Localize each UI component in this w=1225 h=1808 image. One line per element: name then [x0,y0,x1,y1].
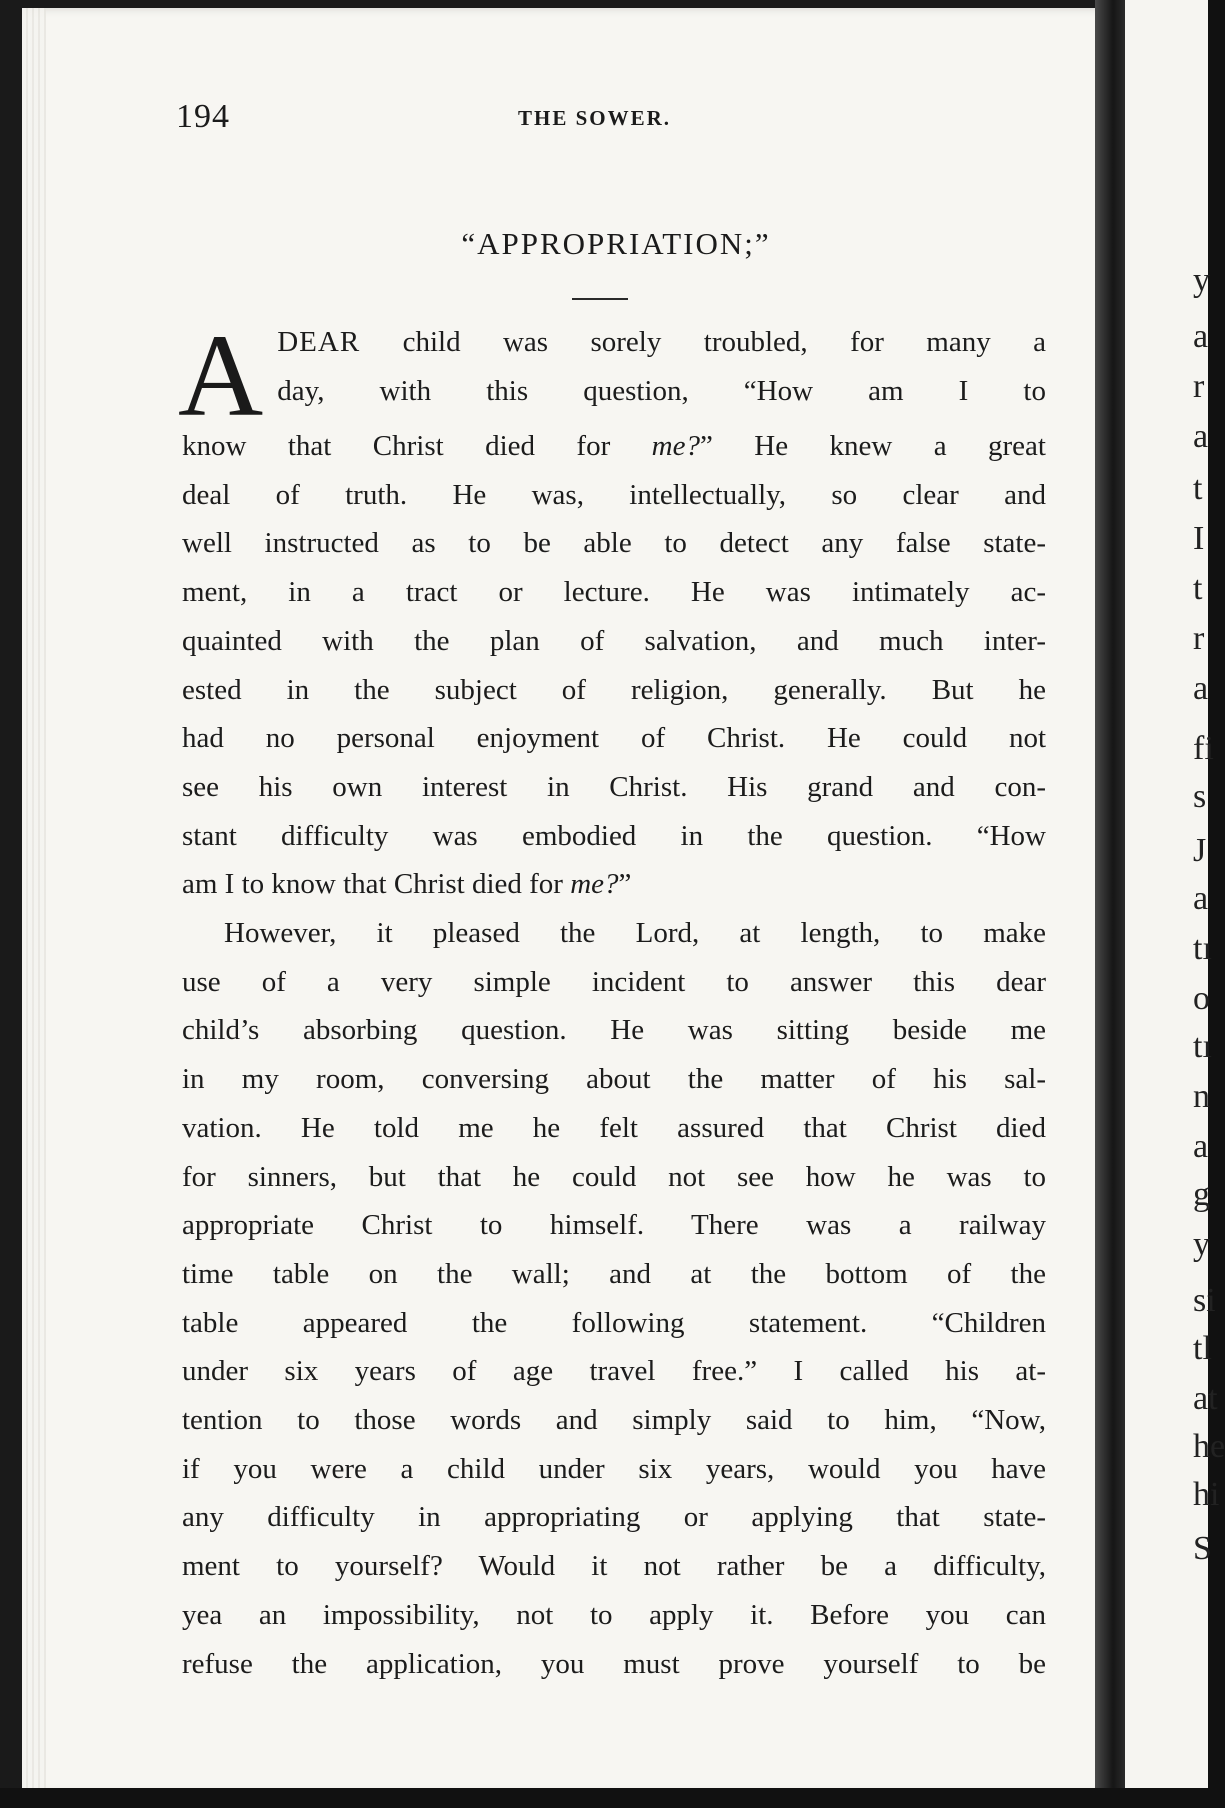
text-line: for sinners, but that he could not see how he was to [182,1160,1046,1193]
facing-page-fragment: a [1193,318,1209,355]
paragraph-2 [182,909,1046,1688]
text-line: if you were a child under six years, would you have [182,1452,1046,1485]
facing-page-fragment: tı [1193,930,1212,967]
text-line: yea an impossibility, not to apply it. Before you can [182,1598,1046,1631]
facing-page-fragment: y [1193,1226,1210,1263]
scan-bottom-edge [0,1788,1208,1808]
text-line: table appeared the following statement. “Children [182,1306,1046,1339]
text-line: ment to yourself? Would it not rather be a difficulty, [182,1550,1046,1583]
text-line: quainted with the plan of salvation, and much inter- [182,624,1046,657]
article-title: “APPROPRIATION;” [461,226,771,261]
article-body [178,310,1046,1688]
page-edge [22,8,46,1794]
facing-page-edge [1125,0,1225,1808]
text-line: well instructed as to be able to detect any false state- [182,527,1046,560]
text-line: appropriate Christ to himself. There was a railway [182,1209,1046,1242]
text-line: DEAR child was sorely troubled, for many a [277,326,1046,358]
facing-page-fragment: S [1193,1530,1212,1567]
running-head: THE SOWER. [518,106,672,130]
facing-page-fragment: he [1193,1428,1225,1465]
page-header [176,98,1056,138]
text-line: tention to those words and simply said to him, “Now, [182,1404,1046,1437]
paragraph-1 [178,310,1046,909]
facing-page-fragment: o [1193,980,1210,1017]
facing-page-fragment: J [1193,832,1207,869]
text-line: ment, in a tract or lecture. He was intimately ac- [182,576,1046,609]
facing-page-fragment: si [1193,1282,1216,1319]
text-line: deal of truth. He was, intellectually, so clear and [182,478,1046,511]
facing-page-fragment: a [1193,1128,1209,1165]
facing-page-fragment: r [1193,620,1205,657]
facing-page-fragment: g [1193,1176,1210,1213]
facing-page-fragment: hi [1193,1476,1220,1513]
facing-page-fragment: t [1193,470,1203,507]
text-line: any difficulty in appropriating or applying that state- [182,1501,1046,1534]
text-line: am I to know that Christ died for me?” [182,868,632,901]
text-line: time table on the wall; and at the bottom of the [182,1257,1046,1290]
text-line: refuse the application, you must prove yourself to be [182,1647,1046,1680]
facing-page-fragment: tı [1193,1028,1212,1065]
facing-page-fragment: a [1193,670,1209,707]
facing-page-fragment: r [1193,368,1205,405]
italic-word: me? [651,430,700,462]
lead-word: DEAR [277,326,361,358]
text-line: under six years of age travel free.” I called his at- [182,1355,1046,1388]
text-line: in my room, conversing about the matter of his sal- [182,1063,1046,1096]
text-line: child’s absorbing question. He was sitting beside me [182,1014,1046,1047]
drop-cap: A [178,310,264,441]
text-line: know that Christ died for me?” He knew a great [182,430,1046,462]
text-line: see his own interest in Christ. His grand and con- [182,770,1046,803]
italic-word: me? [570,868,619,901]
text-line: vation. He told me he felt assured that Christ died [182,1111,1046,1144]
facing-page-fragment: a [1193,418,1209,455]
text-line: ested in the subject of religion, generally. But he [182,673,1046,706]
facing-page-fragment: at [1193,1380,1218,1417]
page-number: 194 [176,98,230,135]
title-rule [572,298,628,300]
facing-page-fragment: fi [1193,730,1214,767]
book-gutter [1095,0,1125,1808]
facing-page-fragment: t [1193,570,1203,607]
facing-page-fragment: tl [1193,1330,1212,1367]
text-line: However, it pleased the Lord, at length, to make [224,917,1046,950]
facing-page-fragment: s [1193,778,1207,815]
text-line: day, with this question, “How am I to [277,374,1046,407]
text-line: use of a very simple incident to answer this dear [182,965,1046,998]
facing-page-fragment: I [1193,520,1205,557]
text-line: stant difficulty was embodied in the question. “How [182,819,1046,852]
facing-page-fragment: a [1193,880,1209,917]
facing-page-fragment: y [1193,262,1210,299]
facing-page-fragment: n [1193,1078,1210,1115]
text-line: had no personal enjoyment of Christ. He could not [182,722,1046,755]
